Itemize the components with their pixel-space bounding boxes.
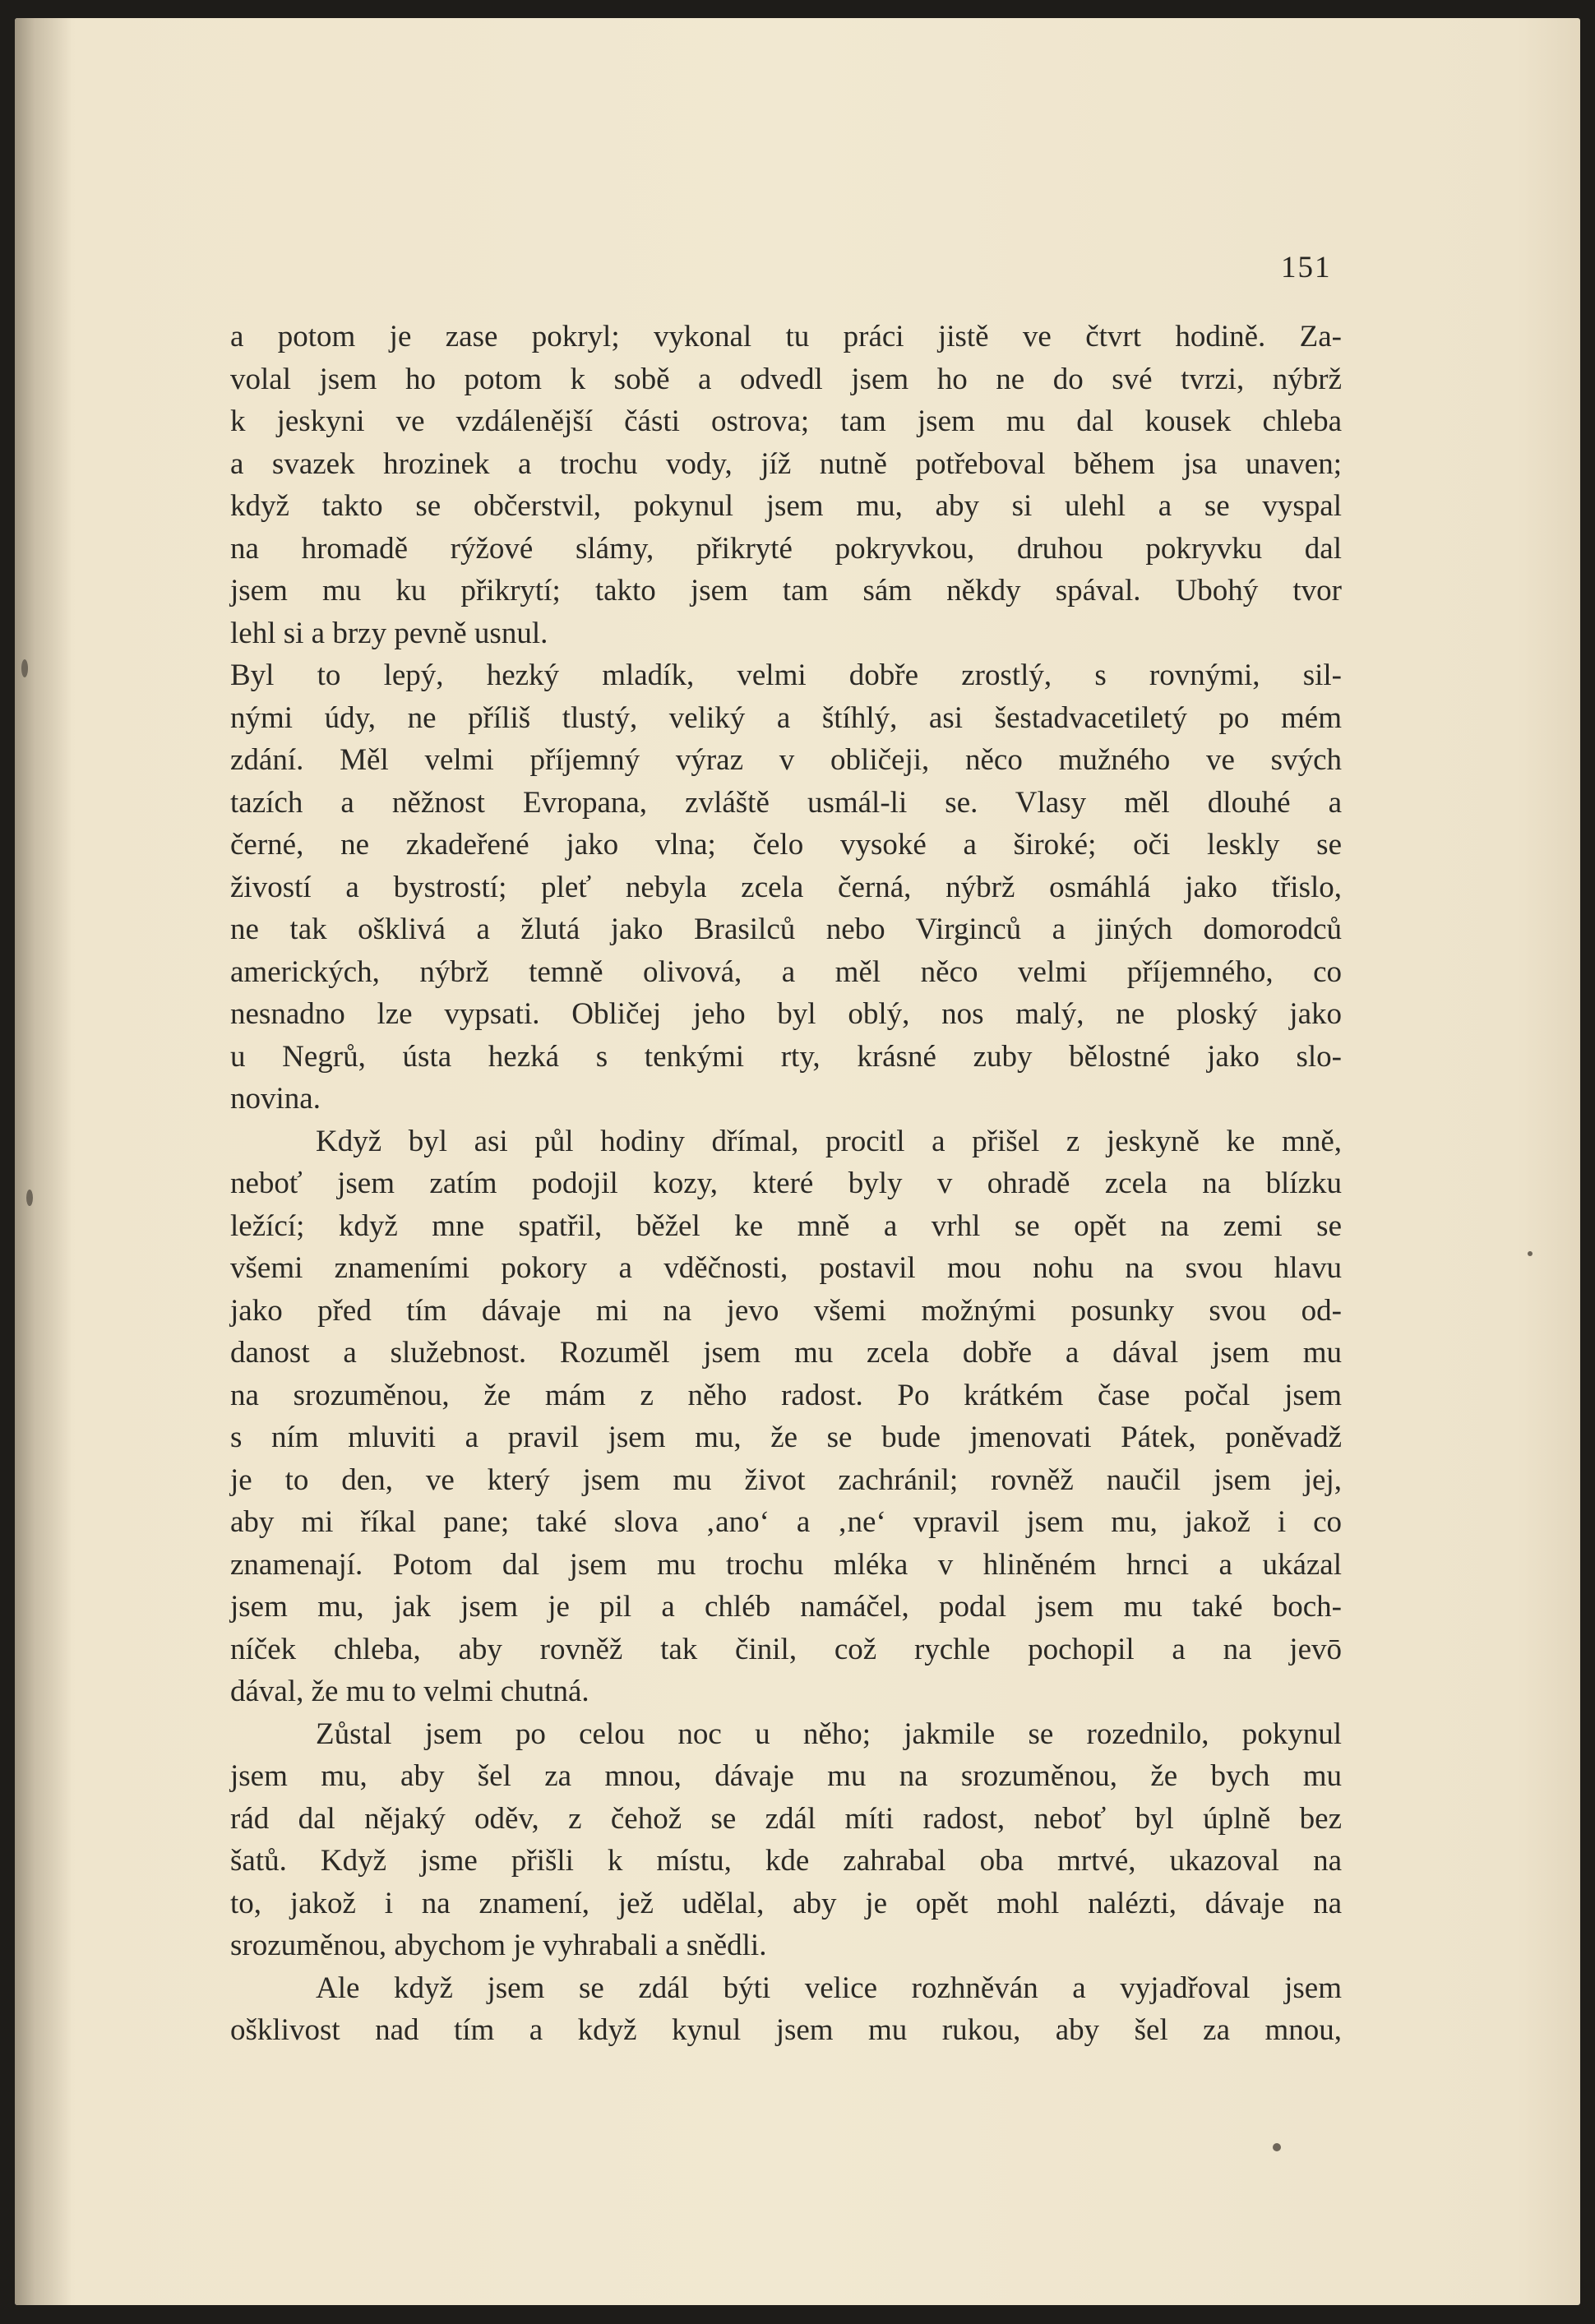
text-line: znamenají. Potom dal jsem mu trochu mléka v hliněném hrnci a ukázal	[230, 1547, 1342, 1582]
text-line: lehl si a brzy pevně usnul.	[230, 616, 548, 650]
text-line: novina.	[230, 1082, 321, 1116]
text-line: rád dal nějaký oděv, z čehož se zdál míti radost, neboť byl úplně bez	[230, 1801, 1342, 1836]
scan-speck	[21, 659, 28, 677]
text-line: Zůstal jsem po celou noc u něho; jakmile se rozednilo, pokynul	[316, 1716, 1342, 1751]
text-line: Když byl asi půl hodiny dřímal, procitl a přišel z jeskyně ke mně,	[316, 1124, 1342, 1158]
text-line: danost a služebnost. Rozuměl jsem mu zcela dobře a dával jsem mu	[230, 1336, 1342, 1370]
page-gutter-shadow	[15, 18, 72, 2305]
text-line: všemi znameními pokory a vděčnosti, postavil mou nohu na svou hlavu	[230, 1251, 1342, 1285]
text-line: jako před tím dávaje mi na jevo všemi možnými posunky svou od-	[230, 1293, 1342, 1328]
book-page	[15, 18, 1580, 2305]
scan-speck	[26, 1190, 33, 1206]
page-number: 151	[1281, 251, 1332, 284]
text-line: s ním mluviti a pravil jsem mu, že se bude jmenovati Pátek, poněvadž	[230, 1421, 1342, 1454]
text-line: Byl to lepý, hezký mladík, velmi dobře zrostlý, s rovnými, sil-	[230, 658, 1342, 692]
text-line: neboť jsem zatím podojil kozy, které byly v ohradě zcela na blízku	[230, 1167, 1342, 1200]
text-line: ne tak ošklivá a žlutá jako Brasilců nebo Virginců a jiných domorodců	[230, 913, 1342, 946]
text-line: tazích a něžnost Evropana, zvláště usmál-li se. Vlasy měl dlouhé a	[230, 785, 1342, 820]
text-line: ošklivost nad tím a když kynul jsem mu rukou, aby šel za mnou,	[230, 2013, 1342, 2047]
text-line: Ale když jsem se zdál býti velice rozhněván a vyjadřoval jsem	[316, 1971, 1342, 2005]
text-line: a potom je zase pokryl; vykonal tu práci jistě ve čtvrt hodině. Za-	[230, 320, 1342, 353]
text-line: srozuměnou, abychom je vyhrabali a snědli.	[230, 1929, 767, 1962]
text-line: nými údy, ne příliš tlustý, veliký a štíhlý, asi šestadvacetiletý po mém	[230, 700, 1342, 735]
text-line: jsem mu, aby šel za mnou, dávaje mu na srozuměnou, že bych mu	[230, 1759, 1342, 1793]
text-line: živostí a bystrostí; pleť nebyla zcela černá, nýbrž osmáhlá jako třislo,	[230, 870, 1342, 904]
body-text	[230, 316, 1342, 2052]
text-line: ležící; když mne spatřil, běžel ke mně a vrhl se opět na zemi se	[230, 1208, 1342, 1243]
text-line: u Negrů, ústa hezká s tenkými rty, krásné zuby bělostné jako slo-	[230, 1039, 1342, 1074]
scan-speck	[1273, 2143, 1281, 2151]
text-line: volal jsem ho potom k sobě a odvedl jsem ho ne do své tvrzi, nýbrž	[230, 362, 1342, 396]
text-line: zdání. Měl velmi příjemný výraz v obličeji, něco mužného ve svých	[230, 743, 1342, 777]
text-line: šatů. Když jsme přišli k místu, kde zahrabal oba mrtvé, ukazoval na	[230, 1844, 1342, 1878]
text-line: černé, ne zkadeřené jako vlna; čelo vysoké a široké; oči leskly se	[230, 828, 1342, 862]
text-line: nesnadno lze vypsati. Obličej jeho byl oblý, nos malý, ne ploský jako	[230, 997, 1342, 1031]
text-line: k jeskyni ve vzdálenější části ostrova; tam jsem mu dal kousek chleba	[230, 404, 1342, 438]
text-line: na hromadě rýžové slámy, přikryté pokryvkou, druhou pokryvku dal	[230, 531, 1342, 566]
scan-speck	[1528, 1251, 1533, 1256]
text-line: na srozuměnou, že mám z něho radost. Po krátkém čase počal jsem	[230, 1378, 1342, 1412]
text-line: když takto se občerstvil, pokynul jsem mu, aby si ulehl a se vyspal	[230, 489, 1342, 523]
text-line: dával, že mu to velmi chutná.	[230, 1675, 589, 1708]
text-line: amerických, nýbrž temně olivová, a měl něco velmi příjemného, co	[230, 954, 1342, 989]
text-line: níček chleba, aby rovněž tak činil, což rychle pochopil a na jevō	[230, 1632, 1342, 1666]
text-line: aby mi říkal pane; také slova ‚ano‘ a ‚ne‘ vpravil jsem mu, jakož i co	[230, 1505, 1342, 1539]
text-line: a svazek hrozinek a trochu vody, jíž nutně potřeboval během jsa unaven;	[230, 446, 1342, 481]
text-line: to, jakož i na znamení, jež udělal, aby je opět mohl nalézti, dávaje na	[230, 1886, 1342, 1920]
text-line: jsem mu, jak jsem je pil a chléb namáčel, podal jsem mu také boch-	[230, 1590, 1342, 1624]
text-line: jsem mu ku přikrytí; takto jsem tam sám někdy spával. Ubohý tvor	[230, 574, 1342, 608]
text-line: je to den, ve který jsem mu život zachránil; rovněž naučil jsem jej,	[230, 1462, 1342, 1497]
